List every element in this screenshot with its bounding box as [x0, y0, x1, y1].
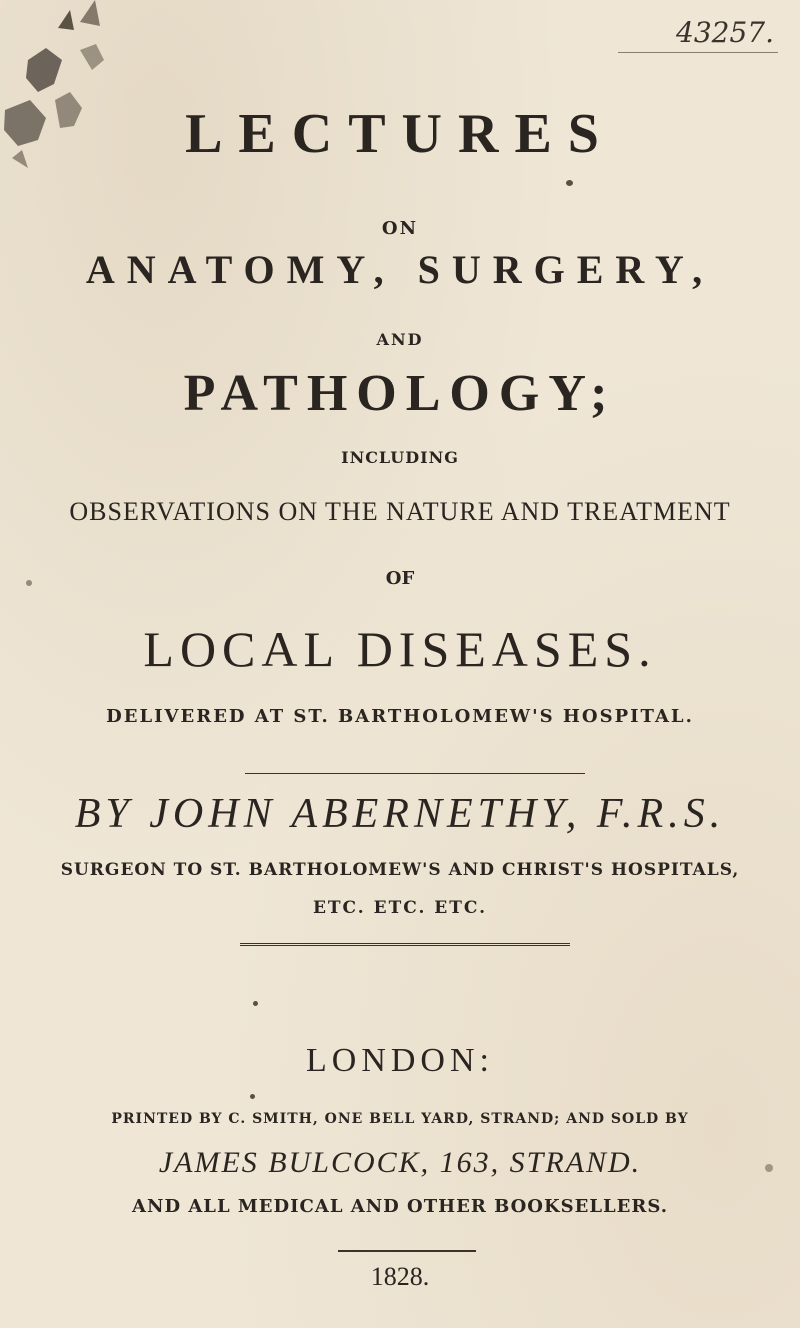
double-divider-rule: [240, 943, 570, 946]
author-affiliation: SURGEON TO ST. BARTHOLOMEW'S AND CHRIST'S HOSPITALS,: [60, 860, 740, 880]
ink-blot-decoration: [0, 0, 200, 200]
subject-line-1: ANATOMY, SURGERY,: [85, 247, 715, 292]
imprint-and-all: AND ALL MEDICAL AND OTHER BOOKSELLERS.: [132, 1196, 668, 1217]
foxing-speck: [26, 580, 32, 586]
short-divider-rule: [338, 1250, 476, 1252]
foxing-speck: [566, 180, 573, 186]
shelfmark-underline: [618, 52, 778, 53]
title-and: AND: [376, 330, 424, 349]
imprint-bookseller: JAMES BULCOCK, 163, STRAND.: [158, 1146, 642, 1179]
imprint-place: LONDON:: [306, 1042, 494, 1079]
title-including: INCLUDING: [341, 448, 459, 467]
title-local-diseases: LOCAL DISEASES.: [143, 621, 657, 677]
divider-rule: [245, 773, 585, 774]
foxing-speck: [250, 1094, 255, 1099]
title-of: OF: [385, 568, 415, 589]
title-on: ON: [381, 218, 419, 239]
imprint-printer: PRINTED BY C. SMITH, ONE BELL YARD, STRAND; AND SOLD BY: [111, 1111, 689, 1127]
title-main: LECTURES: [185, 103, 615, 165]
author-line: BY JOHN ABERNETHY, F.R.S.: [74, 791, 726, 837]
shelfmark: 43257.: [676, 16, 774, 49]
title-delivered: DELIVERED AT ST. BARTHOLOMEW'S HOSPITAL.: [106, 706, 694, 727]
title-observations: OBSERVATIONS ON THE NATURE AND TREATMENT: [69, 497, 731, 526]
author-etc: ETC. ETC. ETC.: [312, 898, 488, 918]
imprint-year: 1828.: [370, 1262, 430, 1291]
foxing-speck: [765, 1164, 773, 1172]
subject-line-2: PATHOLOGY;: [183, 365, 617, 422]
foxing-speck: [253, 1001, 258, 1006]
